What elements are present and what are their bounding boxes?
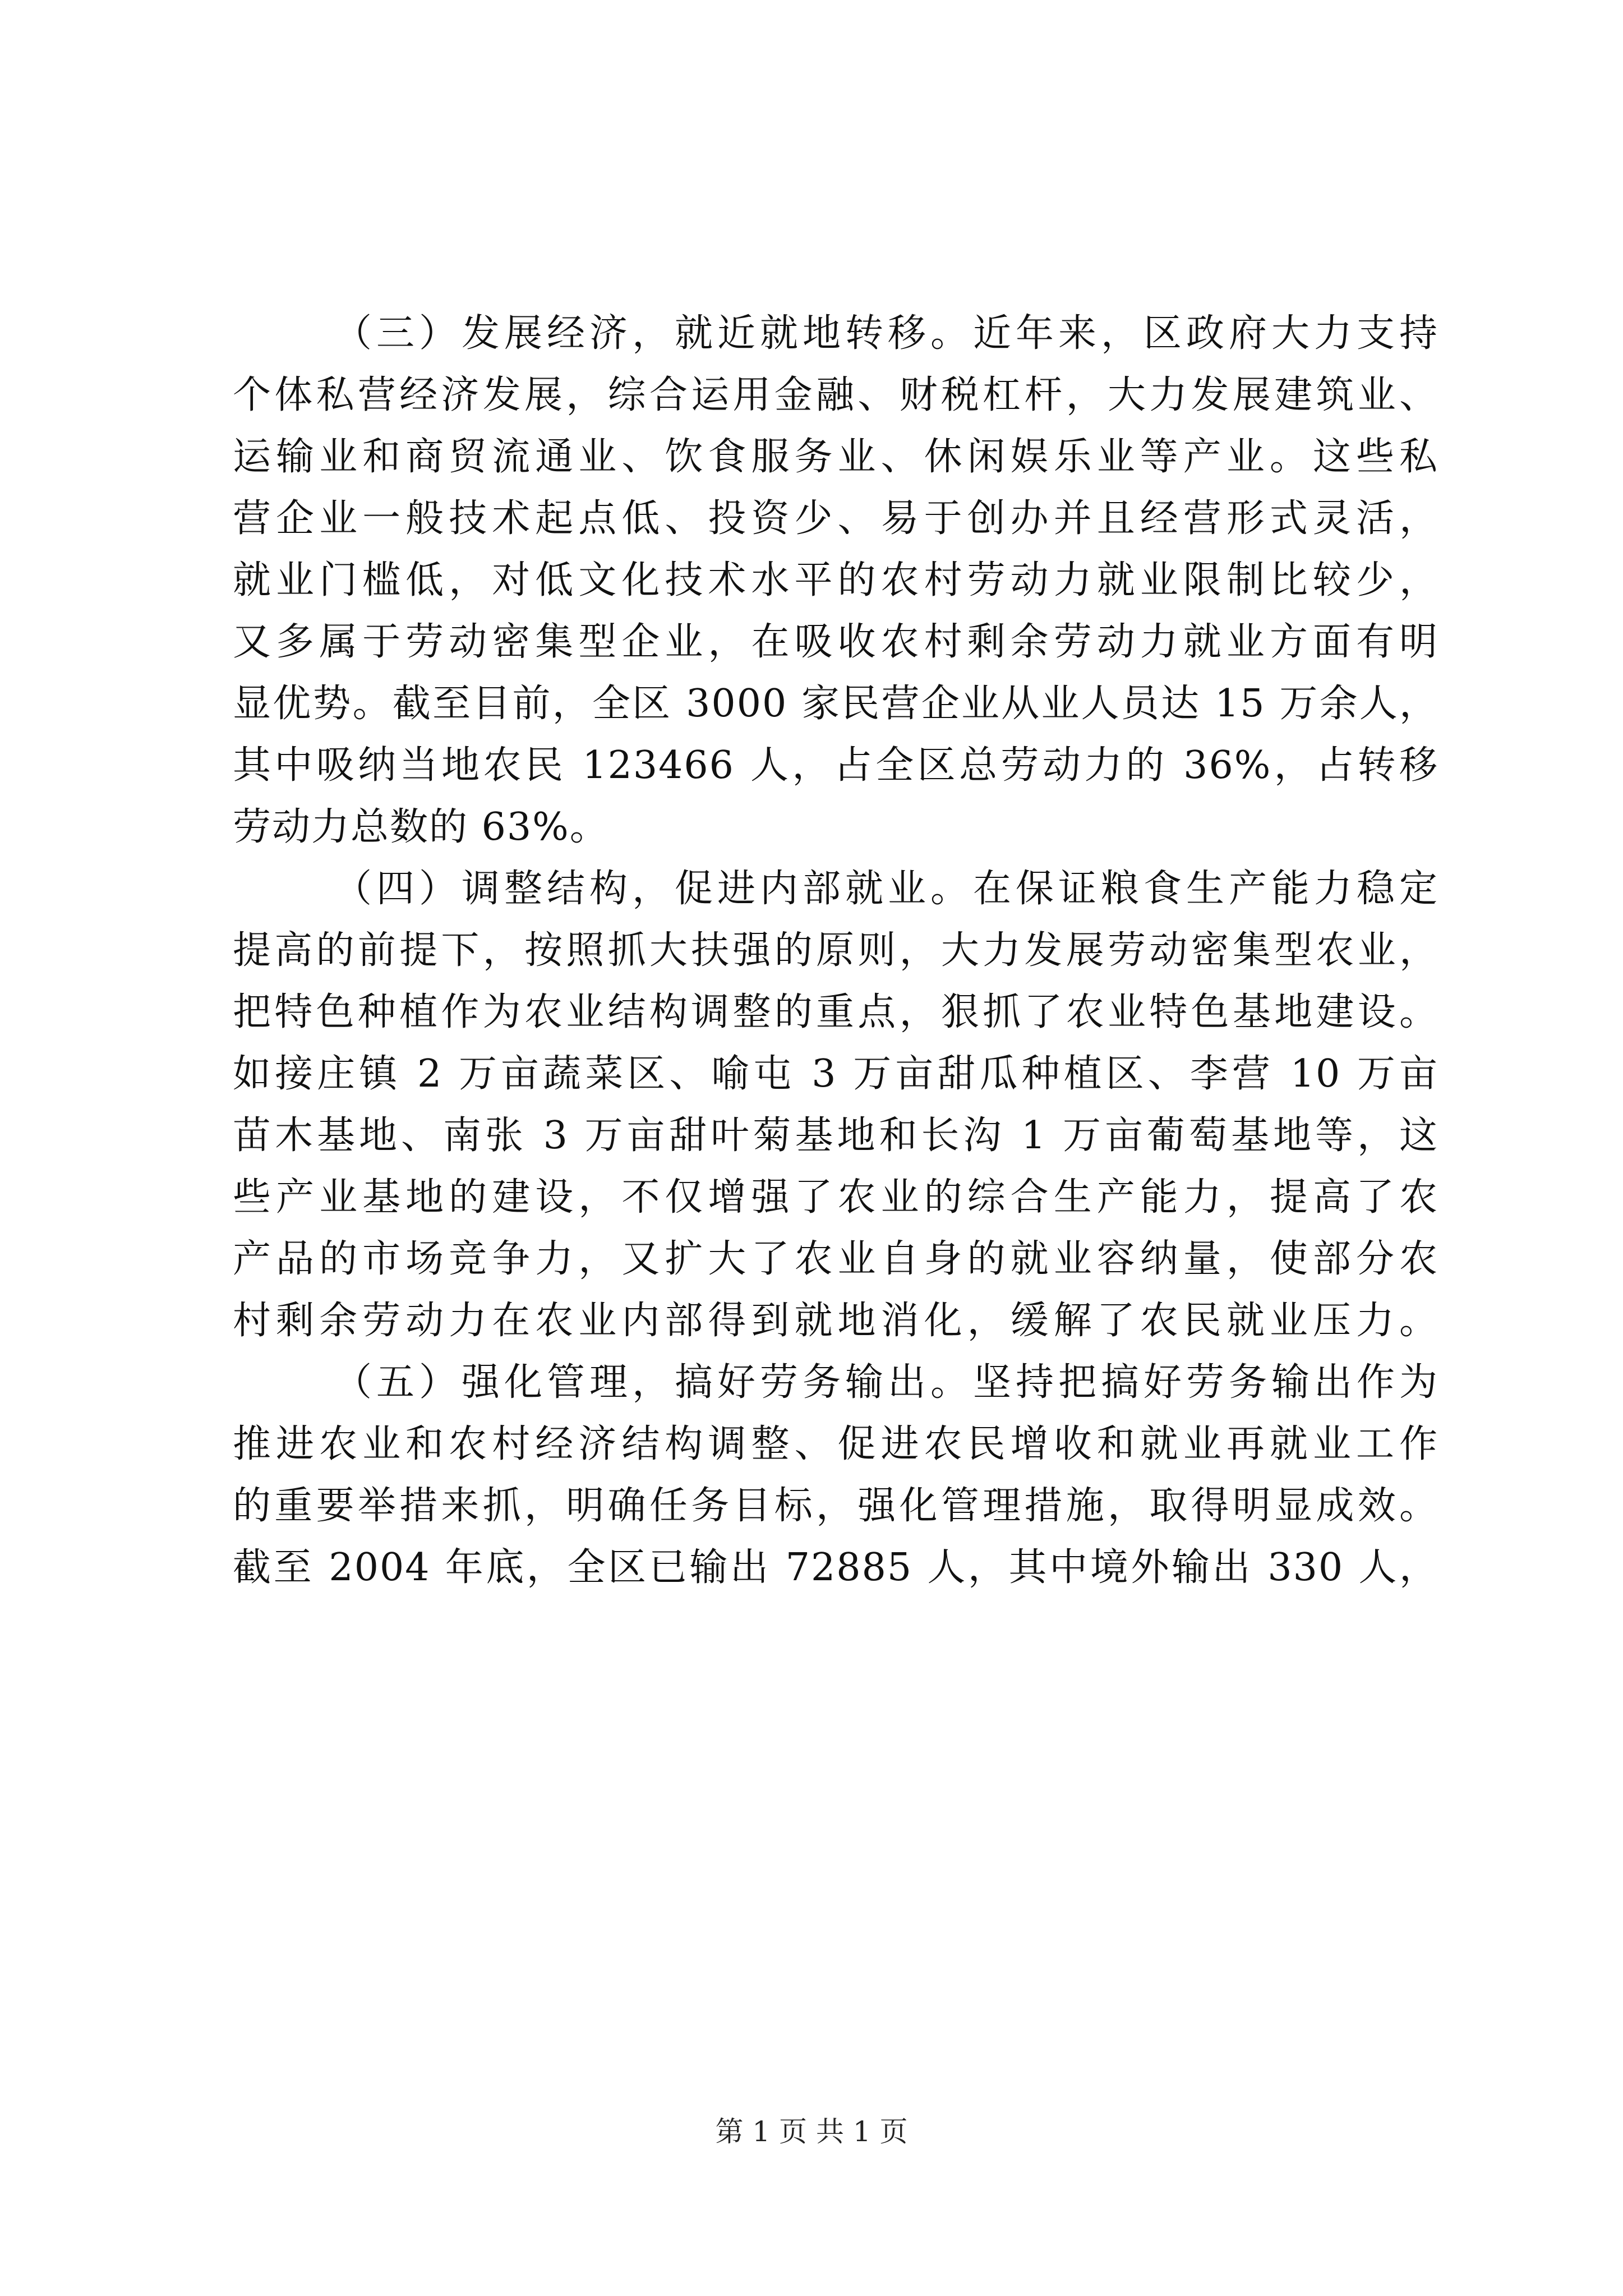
paragraph-line: 苗木基地、南张 3 万亩甜叶菊基地和长沟 1 万亩葡萄基地等，这 — [233, 1114, 1438, 1158]
page-footer — [0, 2115, 1623, 2148]
paragraph-line: 显优势。截至目前，全区 3000 家民营企业从业人员达 15 万余人， — [233, 682, 1438, 726]
paragraph-line: 个体私营经济发展，综合运用金融、财税杠杆，大力发展建筑业、 — [233, 373, 1438, 417]
paragraph-line: 运输业和商贸流通业、饮食服务业、休闲娱乐业等产业。这些私 — [233, 435, 1438, 479]
paragraph-line: 其中吸纳当地农民 123466 人，占全区总劳动力的 36%，占转移 — [233, 743, 1438, 788]
paragraph-line: 劳动力总数的 63%。 — [233, 805, 609, 849]
paragraph-line: 产品的市场竞争力，又扩大了农业自身的就业容纳量，使部分农 — [233, 1237, 1438, 1281]
paragraph-line: （五）强化管理，搞好劳务输出。坚持把搞好劳务输出作为 — [334, 1360, 1438, 1405]
paragraph-line: 的重要举措来抓，明确任务目标，强化管理措施，取得明显成效。 — [233, 1484, 1438, 1528]
paragraph-line: 如接庄镇 2 万亩蔬菜区、喻屯 3 万亩甜瓜种植区、李营 10 万亩 — [233, 1052, 1438, 1096]
paragraph-line: 营企业一般技术起点低、投资少、易于创办并且经营形式灵活， — [233, 496, 1438, 541]
document-body — [233, 303, 1438, 1599]
paragraph-line: 就业门槛低，对低文化技术水平的农村劳动力就业限制比较少， — [233, 558, 1438, 602]
paragraph-line: 把特色种植作为农业结构调整的重点，狠抓了农业特色基地建设。 — [233, 990, 1438, 1034]
page-number: 第 1 页 共 1 页 — [715, 2115, 908, 2148]
paragraph-line: 些产业基地的建设，不仅增强了农业的综合生产能力，提高了农 — [233, 1175, 1438, 1220]
paragraph-line: 截至 2004 年底，全区已输出 72885 人，其中境外输出 330 人， — [233, 1545, 1438, 1590]
paragraph-line: （四）调整结构，促进内部就业。在保证粮食生产能力稳定 — [334, 867, 1438, 911]
paragraph-line: （三）发展经济，就近就地转移。近年来，区政府大力支持 — [334, 311, 1438, 356]
paragraph-line: 村剩余劳动力在农业内部得到就地消化，缓解了农民就业压力。 — [233, 1299, 1438, 1343]
paragraph-line: 提高的前提下，按照抓大扶强的原则，大力发展劳动密集型农业， — [233, 928, 1438, 973]
paragraph-line: 又多属于劳动密集型企业，在吸收农村剩余劳动力就业方面有明 — [233, 620, 1438, 664]
paragraph-line: 推进农业和农村经济结构调整、促进农民增收和就业再就业工作 — [233, 1422, 1438, 1466]
